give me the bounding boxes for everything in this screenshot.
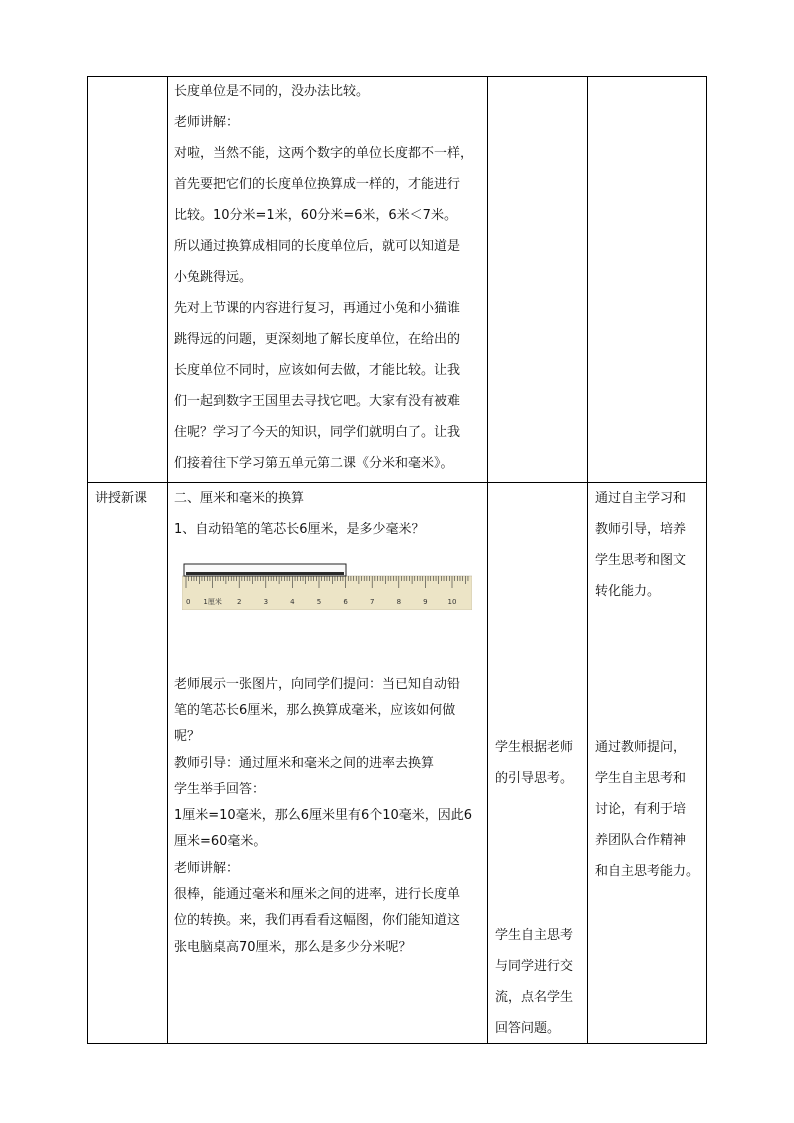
intent-line: 讨论，有利于培 [595, 802, 687, 817]
paragraph-line: 首先要把它们的长度单位换算成一样的，才能进行 [174, 177, 461, 192]
paragraph-line: 厘米=60毫米。 [174, 834, 267, 849]
question-text: 1、自动铅笔的笔芯长6厘米，是多少毫米？ [174, 522, 425, 537]
col-border-1 [167, 76, 168, 1044]
intent-line: 转化能力。 [595, 584, 661, 599]
col-border-2 [487, 76, 488, 1044]
intent-line: 通过教师提问， [595, 740, 687, 755]
paragraph-line: 所以通过换算成相同的长度单位后，就可以知道是 [174, 239, 461, 254]
paragraph-line: 张电脑桌高70厘米，那么是多少分米呢？ [174, 940, 412, 955]
ruler-tick-label: 7 [369, 598, 375, 606]
ruler-figure [182, 562, 472, 610]
col-border-left [87, 76, 88, 1044]
ruler-tick-label: 5 [316, 598, 322, 606]
paragraph-line: 小兔跳得远。 [174, 270, 253, 285]
section-label: 讲授新课 [95, 491, 148, 506]
paragraph-line: 比较。10分米=1米，60分米=6米，6米＜7米。 [174, 208, 457, 223]
col-border-3 [587, 76, 588, 1044]
ruler-body [182, 576, 472, 610]
paragraph-line: 住呢？学习了今天的知识，同学们就明白了。让我 [174, 425, 461, 440]
ruler-tick-label: 10 [447, 598, 457, 606]
intent-line: 学生思考和图文 [595, 553, 687, 568]
intent-line: 学生自主思考和 [595, 771, 687, 786]
intent-line: 通过自主学习和 [595, 491, 687, 506]
ruler-tick-label: 3 [263, 598, 269, 606]
paragraph-line: 教师引导：通过厘米和毫米之间的进率去换算 [174, 756, 435, 771]
activity-line: 回答问题。 [495, 1021, 561, 1036]
paragraph-line: 先对上节课的内容进行复习，再通过小兔和小猫谁 [174, 301, 461, 316]
intent-line: 教师引导，培养 [595, 522, 687, 537]
paragraph-line: 跳得远的问题，更深刻地了解长度单位，在给出的 [174, 332, 461, 347]
paragraph-line: 们接着往下学习第五单元第二课《分米和毫米》。 [174, 456, 454, 471]
paragraph-line: 长度单位是不同的，没办法比较。 [174, 84, 370, 99]
intent-line: 养团队合作精神 [595, 833, 687, 848]
ruler-tick-label: 9 [423, 598, 428, 606]
paragraph-line: 学生举手回答： [174, 782, 266, 797]
activity-line: 学生根据老师 [495, 740, 574, 755]
paragraph-line: 长度单位不同时，应该如何去做，才能比较。让我 [174, 363, 461, 378]
paragraph-line: 老师讲解： [174, 115, 240, 130]
paragraph-line: 老师展示一张图片，向同学们提问：当已知自动铅 [174, 677, 461, 692]
table-top-border [87, 76, 707, 77]
paragraph-line: 对啦，当然不能，这两个数字的单位长度都不一样， [174, 146, 474, 161]
paragraph-line: 们一起到数字王国里去寻找它吧。大家有没有被难 [174, 394, 461, 409]
pencil-lead-shade [186, 572, 344, 575]
ruler-tick-label: 1厘米 [203, 598, 222, 606]
intent-line: 和自主思考能力。 [595, 864, 700, 879]
paragraph-line: 很棒，能通过毫米和厘米之间的进率，进行长度单 [174, 887, 461, 902]
ruler-tick-label: 2 [236, 598, 242, 606]
paragraph-line: 1厘米=10毫米，那么6厘米里有6个10毫米，因此6 [174, 808, 473, 823]
ruler-tick-label: 8 [396, 598, 402, 606]
activity-line: 流，点名学生 [495, 990, 574, 1005]
activity-line: 学生自主思考 [495, 928, 574, 943]
paragraph-line: 笔的笔芯长6厘米，那么换算成毫米，应该如何做 [174, 703, 456, 718]
ruler-tick-label: 0 [186, 598, 191, 606]
ruler-tick-label: 6 [343, 598, 348, 606]
section-heading: 二、厘米和毫米的换算 [174, 491, 305, 506]
activity-line: 的引导思考。 [495, 771, 574, 786]
table-bottom-border [87, 1043, 707, 1044]
paragraph-line: 老师讲解： [174, 861, 240, 876]
paragraph-line: 呢？ [174, 729, 201, 744]
ruler-tick-label: 4 [290, 598, 295, 606]
paragraph-line: 位的转换。来，我们再看看这幅图，你们能知道这 [174, 913, 461, 928]
activity-line: 与同学进行交 [495, 959, 574, 974]
col-border-right [706, 76, 707, 1044]
row-divider [87, 482, 707, 483]
